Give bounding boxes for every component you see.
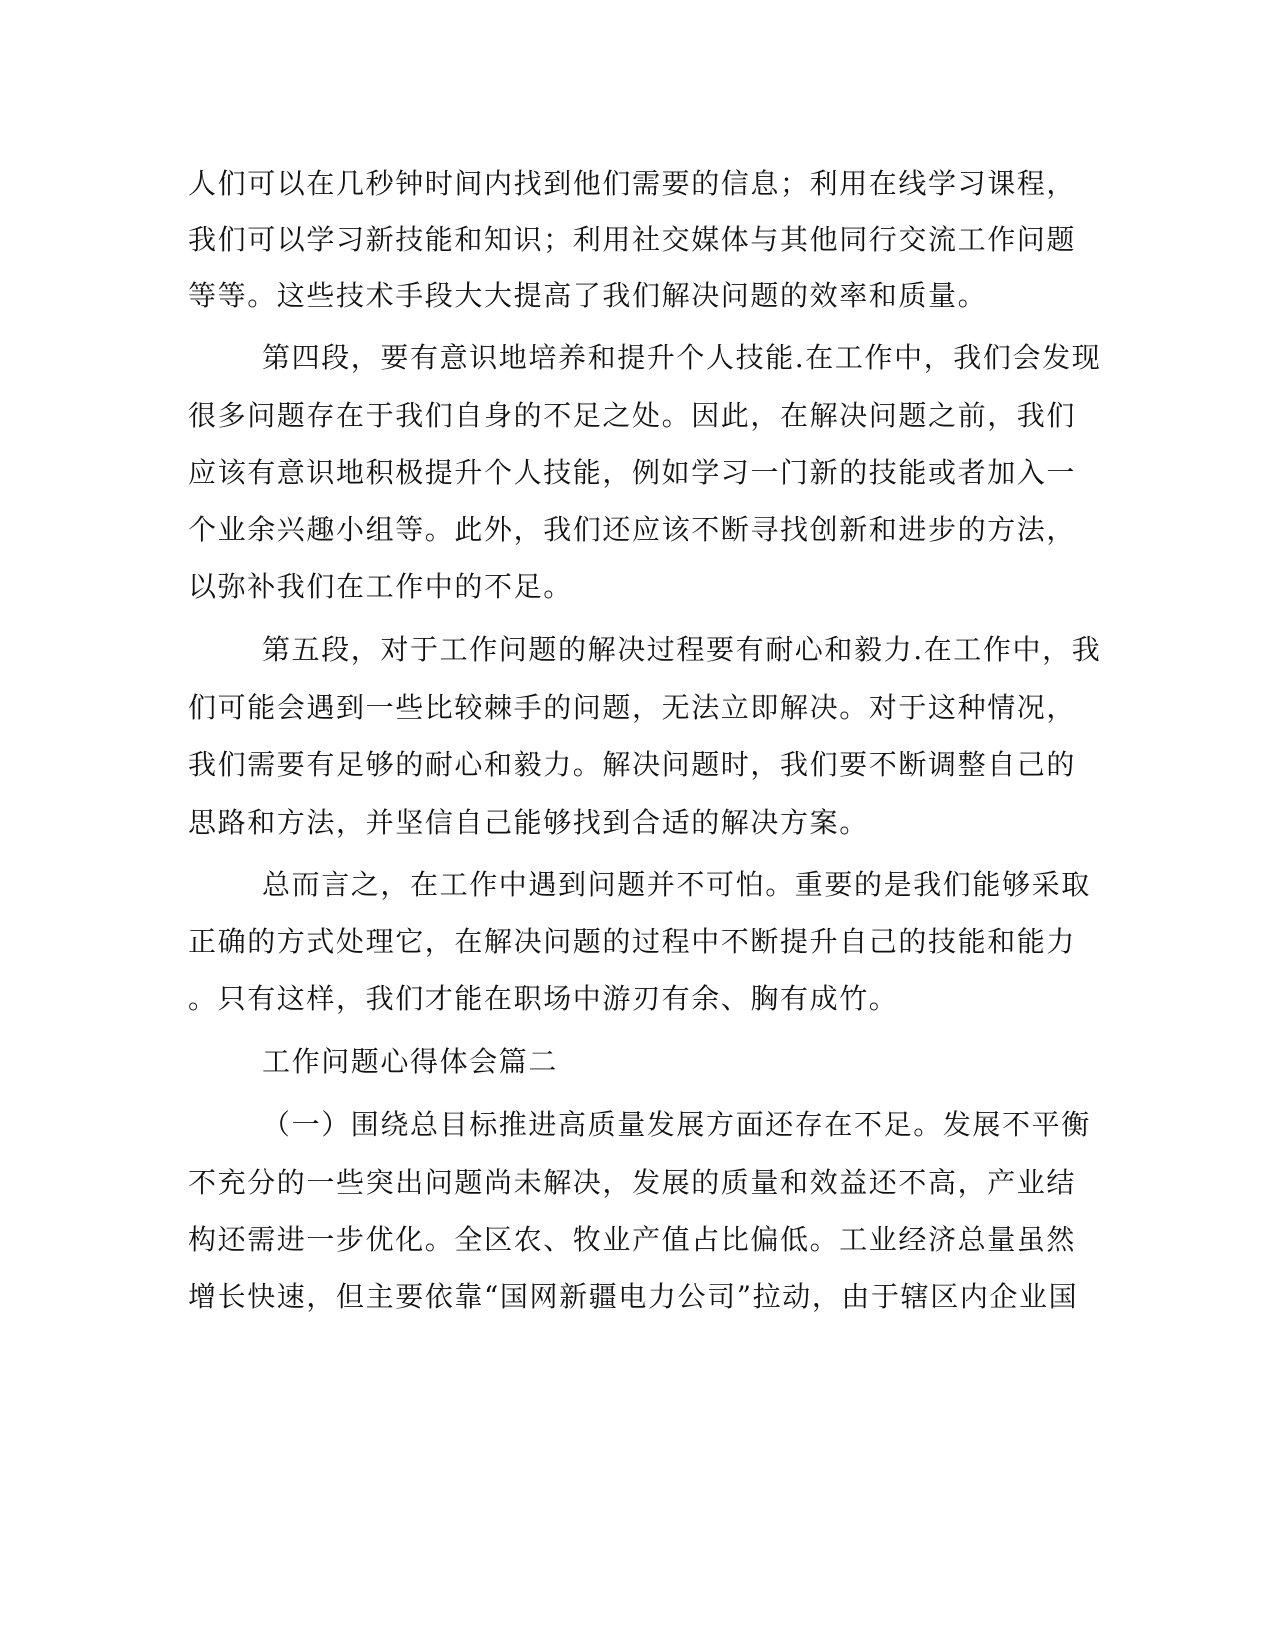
- paragraph-start-line: 总而言之，在工作中遇到问题并不可怕。重要的是我们能够采取: [262, 868, 1091, 901]
- paragraph-start-line: 第五段，对于工作问题的解决过程要有耐心和毅力.在工作中，我: [262, 633, 1102, 666]
- text-line: 增长快速，但主要依靠“国网新疆电力公司”拉动，由于辖区内企业国: [188, 1280, 1079, 1313]
- text-line: 应该有意识地积极提升个人技能，例如学习一门新的技能或者加入一: [188, 456, 1077, 489]
- text-line: 很多问题存在于我们自身的不足之处。因此，在解决问题之前，我们: [188, 399, 1077, 432]
- text-line: 们可能会遇到一些比较棘手的问题，无法立即解决。对于这种情况，: [188, 691, 1077, 724]
- paragraph-start-line: 第四段，要有意识地培养和提升个人技能.在工作中，我们会发现: [262, 341, 1102, 374]
- text-line: 人们可以在几秒钟时间内找到他们需要的信息；利用在线学习课程，: [188, 167, 1077, 200]
- text-line: 个业余兴趣小组等。此外，我们还应该不断寻找创新和进步的方法，: [188, 513, 1077, 546]
- paragraph-start-line: （一）围绕总目标推进高质量发展方面还存在不足。发展不平衡: [262, 1108, 1091, 1141]
- text-line: 不充分的一些突出问题尚未解决，发展的质量和效益还不高，产业结: [188, 1166, 1077, 1199]
- text-line: 我们可以学习新技能和知识；利用社交媒体与其他同行交流工作问题: [188, 223, 1077, 256]
- text-line: 构还需进一步优化。全区农、牧业产值占比偏低。工业经济总量虽然: [188, 1223, 1077, 1256]
- text-line: 正确的方式处理它，在解决问题的过程中不断提升自己的技能和能力: [188, 925, 1077, 958]
- text-line: 等等。这些技术手段大大提高了我们解决问题的效率和质量。: [188, 279, 988, 312]
- text-line: 以弥补我们在工作中的不足。: [188, 570, 573, 603]
- text-line: 思路和方法，并坚信自己能够找到合适的解决方案。: [188, 806, 869, 839]
- section-heading: 工作问题心得体会篇二: [262, 1045, 559, 1078]
- text-line: 我们需要有足够的耐心和毅力。解决问题时，我们要不断调整自己的: [188, 748, 1077, 781]
- text-line: 。只有这样，我们才能在职场中游刃有余、胸有成竹。: [188, 982, 899, 1015]
